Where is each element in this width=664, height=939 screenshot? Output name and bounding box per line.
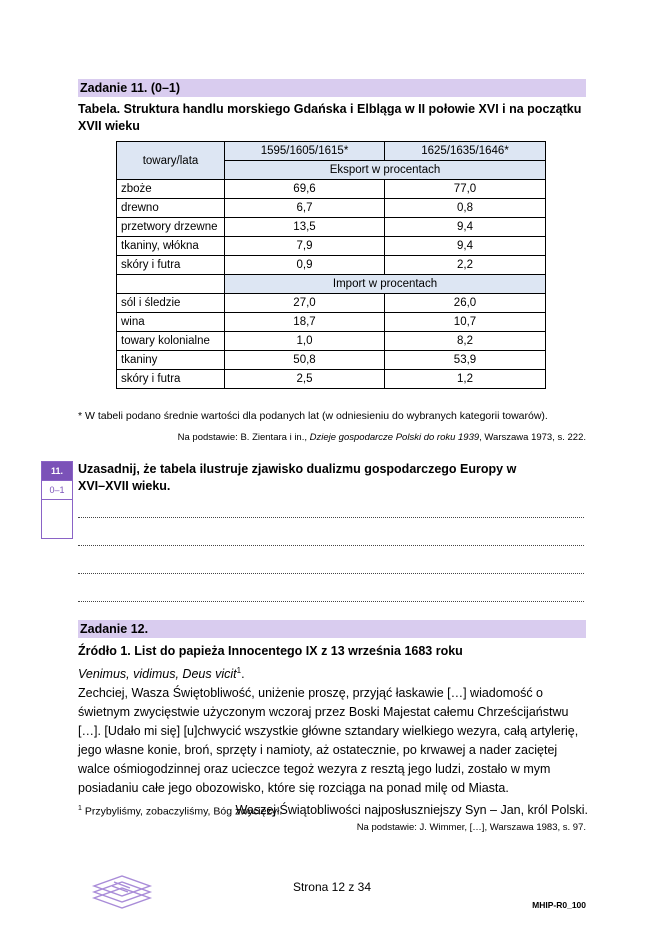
row-value: 2,5 <box>225 370 385 389</box>
task11-heading: Zadanie 11. (0–1) <box>78 79 586 97</box>
row-value: 69,6 <box>225 180 385 199</box>
page-number: Strona 12 z 34 <box>292 880 372 894</box>
table-row <box>117 180 546 199</box>
row-value: 1,0 <box>225 332 385 351</box>
exam-code: MHIP-R0_100 <box>532 900 586 910</box>
row-value: 0,9 <box>225 256 385 275</box>
row-value: 1,2 <box>385 370 546 389</box>
import-header: Import w procentach <box>225 275 546 294</box>
row-value: 53,9 <box>385 351 546 370</box>
row-item: towary kolonialne <box>117 332 225 351</box>
row-item: skóry i futra <box>117 256 225 275</box>
row-item: tkaniny <box>117 351 225 370</box>
row-value: 0,8 <box>385 199 546 218</box>
row-item: tkaniny, włókna <box>117 237 225 256</box>
row-item: zboże <box>117 180 225 199</box>
question-points: 0–1 <box>42 480 72 499</box>
answer-line[interactable] <box>78 600 584 602</box>
period2-header: 1625/1635/1646* <box>385 142 546 161</box>
source-title: Źródło 1. List do papieża Innocentego IX z 13 września 1683 roku <box>78 644 463 658</box>
source-footnote: $^1$ Przybyliśmy, zobaczyliśmy, Bóg zwyciężył. <box>78 805 283 818</box>
row-value: 2,2 <box>385 256 546 275</box>
question-number: 11. <box>42 462 72 480</box>
trade-table <box>116 141 546 389</box>
row-value: 77,0 <box>385 180 546 199</box>
row-value: 9,4 <box>385 218 546 237</box>
row-value: 10,7 <box>385 313 546 332</box>
question-text: Uzasadnij, że tabela ilustruje zjawisko dualizmu gospodarczego Europy w XVI–XVII wieku. <box>78 462 517 493</box>
table-row <box>117 294 546 313</box>
task12-heading: Zadanie 12. <box>78 620 586 638</box>
row-value: 6,7 <box>225 199 385 218</box>
row-value: 50,8 <box>225 351 385 370</box>
row-item: wina <box>117 313 225 332</box>
score-field[interactable] <box>42 499 72 538</box>
row-value: 18,7 <box>225 313 385 332</box>
source-text: Venimus, vidimus, Deus vicit$^1$. Zechciej, Wasza Świętobliwość, uniżenie proszę, przyjąć łaskawie […] wiadomość o świetnym zwycięstwie użyczonym wczoraj przez Boski Majestat całemu Chrześcijaństwu […]. [Udało mi się] [u]chwycić wszystkie główne sztandary wielkiego wezyra, całą artylerię, jego własne konie, broń, sprzęty i namioty, aż ostatecznie, po krwawej a nader zaciętej walce ośmiogodzinnej oraz ucieczce tegoż wezyra z resztą jego ludzi, zostało w mym posiadaniu całe jego obozowisko, które się rozciąga na ponad milę od Miasta. Waszej Świątobliwości najposłuszniejszy Syn – Jan, król Polski. <box>78 666 588 818</box>
table-row <box>117 218 546 237</box>
period1-header: 1595/1605/1615* <box>225 142 385 161</box>
row-value: 13,5 <box>225 218 385 237</box>
row-value: 27,0 <box>225 294 385 313</box>
answer-line[interactable] <box>78 572 584 574</box>
row-item: skóry i futra <box>117 370 225 389</box>
row-value: 8,2 <box>385 332 546 351</box>
row-value: 9,4 <box>385 237 546 256</box>
table-row <box>117 351 546 370</box>
row-value: 26,0 <box>385 294 546 313</box>
score-box <box>41 461 73 539</box>
table-row <box>117 313 546 332</box>
table-row <box>117 199 546 218</box>
table-row <box>117 370 546 389</box>
col-header: towary/lata <box>117 142 225 180</box>
table-row <box>117 332 546 351</box>
table-source: Na podstawie: B. Zientara i in., Dzieje gospodarcze Polski do roku 1939, Warszawa 1973, s. 222. <box>177 432 586 443</box>
table-title: Tabela. Struktura handlu morskiego Gdańska i Elbląga w II połowie XVI i na początku XVII wieku <box>78 102 582 133</box>
table-row <box>117 237 546 256</box>
row-value: 7,9 <box>225 237 385 256</box>
export-header: Eksport w procentach <box>225 161 546 180</box>
answer-line[interactable] <box>78 544 584 546</box>
row-item: sól i śledzie <box>117 294 225 313</box>
row-item: przetwory drzewne <box>117 218 225 237</box>
row-item: drewno <box>117 199 225 218</box>
table-row <box>117 256 546 275</box>
answer-line[interactable] <box>78 516 584 518</box>
table-footnote: * W tabeli podano średnie wartości dla podanych lat (w odniesieniu do wybranych kategorii towarów). <box>78 410 548 422</box>
source-citation: Na podstawie: J. Wimmer, […], Warszawa 1983, s. 97. <box>356 822 586 833</box>
